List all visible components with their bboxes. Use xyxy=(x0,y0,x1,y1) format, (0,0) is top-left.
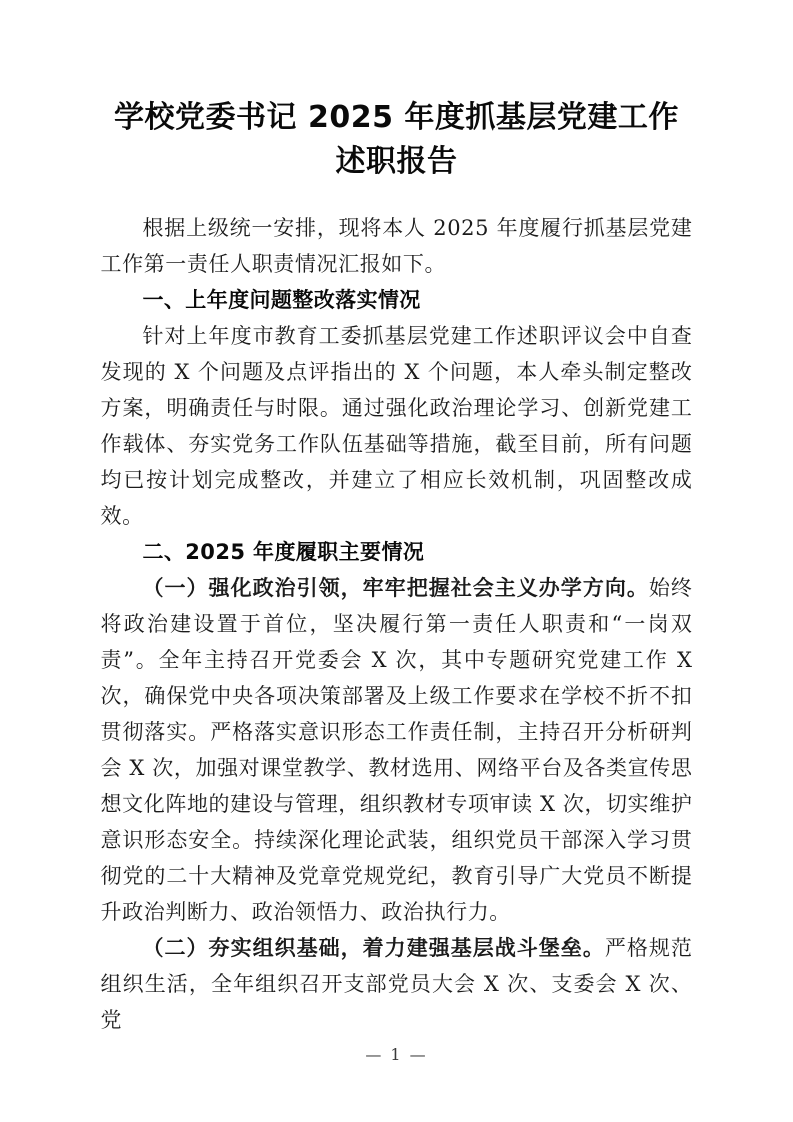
item-1-body-text: 始终将政治建设置于首位，坚决履行第一责任人职责和“一岗双责”。全年主持召开党委会 X 次，其中专题研究党建工作 X 次，确保党中央各项决策部署及上级工作要求在学校不折不扣贯彻落实。严格落实意识形态工作责任制，主持召开分析研判会 X 次，加强对课堂教学、教材选用、网络平台及各类宣传思想文化阵地的建设与管理，组织教材专项审读 X 次，切实维护意识形态安全。持续深化理论武装，组织党员干部深入学习贯彻党的二十大精神及党章党规党纪，教育引导广大党员不断提升政治判断力、政治领悟力、政治执行力。 xyxy=(100,576,693,924)
section-heading-2: 二、2025 年度履职主要情况 xyxy=(142,540,425,564)
item-2-paragraph xyxy=(101,930,693,1038)
item-1-paragraph xyxy=(101,570,693,930)
page-title xyxy=(103,92,691,184)
page-title-line-2: 述职报告 xyxy=(335,144,458,179)
item-1-lead-in: （一）强化政治引领，牢牢把握社会主义办学方向。 xyxy=(142,575,649,600)
section-heading-1: 一、上年度问题整改落实情况 xyxy=(142,288,421,312)
page-title-line-1: 学校党委书记 2025 年度抓基层党建工作 xyxy=(114,100,679,135)
page-header-blank-band xyxy=(0,0,793,92)
document-body xyxy=(101,184,693,1038)
section-1-paragraph: 针对上年度市教育工委抓基层党建工作述职评议会中自查发现的 X 个问题及点评指出的 X 个问题，本人牵头制定整改方案，明确责任与时限。通过强化政治理论学习、创新党建工作载体、夯实党务工作队伍基础等措施，截至目前，所有问题均已按计划完成整改，并建立了相应长效机制，巩固整改成效。 xyxy=(100,324,693,528)
intro-paragraph: 根据上级统一安排，现将本人 2025 年度履行抓基层党建工作第一责任人职责情况汇报如下。 xyxy=(100,216,693,276)
item-2-lead-in: （二）夯实组织基础，着力建强基层战斗堡垒。 xyxy=(142,935,605,960)
page-number-footer: — 1 — xyxy=(365,1045,428,1064)
item-2-body-text: 严格规范组织生活，全年组织召开支部党员大会 X 次、支委会 X 次、党 xyxy=(100,936,693,1032)
